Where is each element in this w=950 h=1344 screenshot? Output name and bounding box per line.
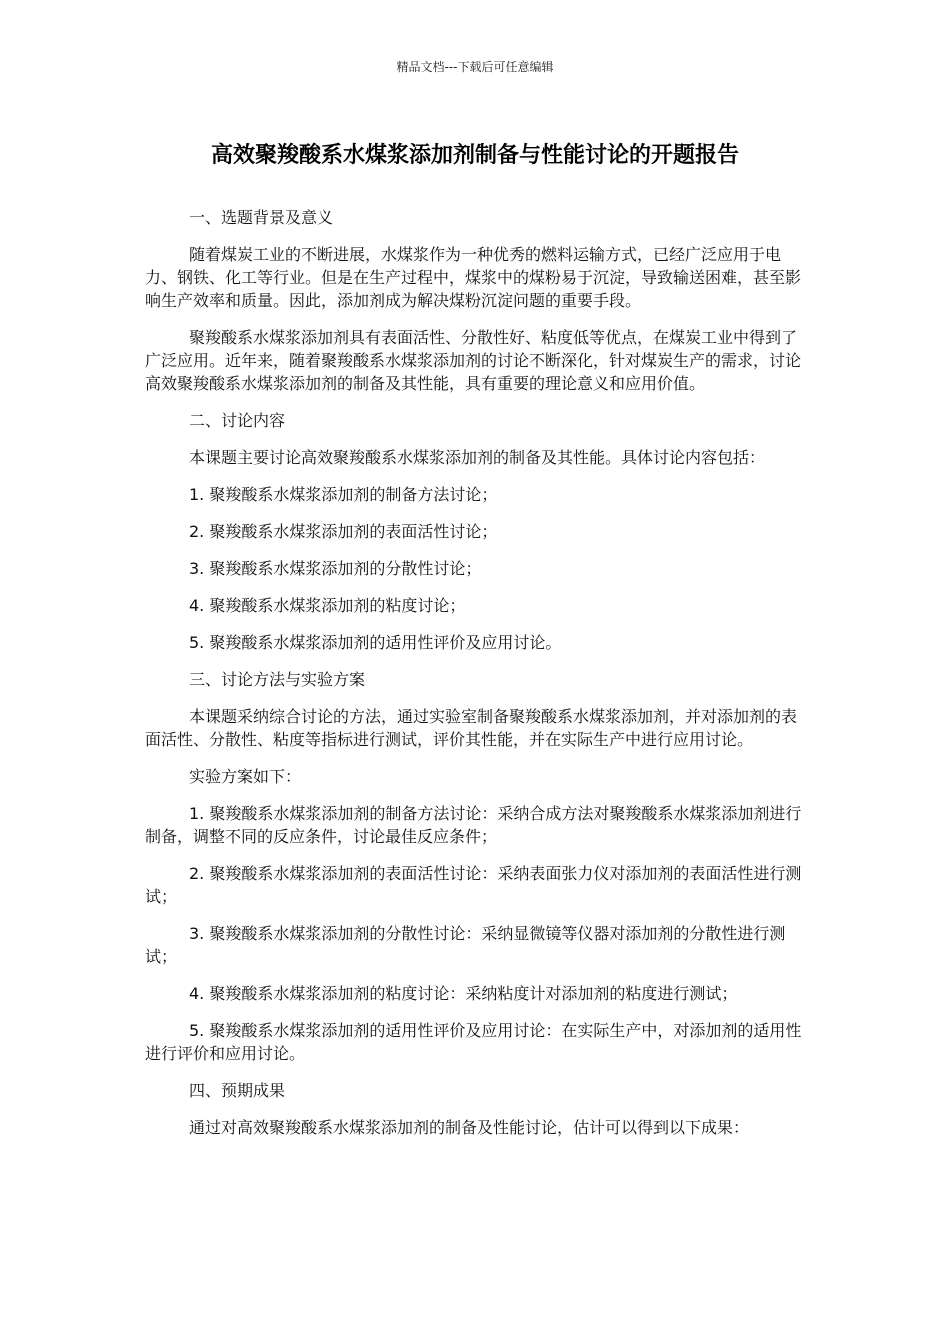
paragraph: 通过对高效聚羧酸系水煤浆添加剂的制备及性能讨论，估计可以得到以下成果：	[189, 1118, 750, 1137]
list-item: 3. 聚羧酸系水煤浆添加剂的分散性讨论：采纳显微镜等仪器对添加剂的分散性进行测试；	[145, 924, 786, 966]
list-item: 5. 聚羧酸系水煤浆添加剂的适用性评价及应用讨论：在实际生产中，对添加剂的适用性进行评价和应用讨论。	[145, 1021, 802, 1063]
list-item: 1. 聚羧酸系水煤浆添加剂的制备方法讨论；	[189, 485, 498, 504]
list-item: 2. 聚羧酸系水煤浆添加剂的表面活性讨论；	[189, 522, 498, 541]
list-item: 4. 聚羧酸系水煤浆添加剂的粘度讨论；	[189, 596, 466, 615]
section-heading-4: 四、预期成果	[189, 1081, 286, 1100]
section-heading-2: 二、讨论内容	[189, 411, 286, 430]
paragraph: 聚羧酸系水煤浆添加剂具有表面活性、分散性好、粘度低等优点，在煤炭工业中得到了广泛应用。近年来，随着聚羧酸系水煤浆添加剂的讨论不断深化，针对煤炭生产的需求，讨论高效聚羧酸系水煤浆添加剂的制备及其性能，具有重要的理论意义和应用价值。	[145, 328, 802, 393]
section-heading-3: 三、讨论方法与实验方案	[189, 670, 366, 689]
list-item: 4. 聚羧酸系水煤浆添加剂的粘度讨论：采纳粘度计对添加剂的粘度进行测试；	[189, 984, 738, 1003]
paragraph: 本课题采纳综合讨论的方法，通过实验室制备聚羧酸系水煤浆添加剂，并对添加剂的表面活性、分散性、粘度等指标进行测试，评价其性能，并在实际生产中进行应用讨论。	[145, 707, 798, 749]
document-title: 高效聚羧酸系水煤浆添加剂制备与性能讨论的开题报告	[210, 143, 739, 168]
list-item: 3. 聚羧酸系水煤浆添加剂的分散性讨论；	[189, 559, 482, 578]
list-item: 2. 聚羧酸系水煤浆添加剂的表面活性讨论：采纳表面张力仪对添加剂的表面活性进行测试；	[145, 864, 802, 906]
list-item: 1. 聚羧酸系水煤浆添加剂的制备方法讨论：采纳合成方法对聚羧酸系水煤浆添加剂进行制备，调整不同的反应条件，讨论最佳反应条件；	[145, 804, 802, 846]
paragraph: 本课题主要讨论高效聚羧酸系水煤浆添加剂的制备及其性能。具体讨论内容包括：	[189, 448, 766, 467]
section-heading-1: 一、选题背景及意义	[189, 208, 334, 227]
page-header: 精品文档---下载后可任意编辑	[396, 60, 554, 74]
paragraph: 实验方案如下：	[189, 767, 302, 786]
document-body	[145, 206, 805, 1153]
paragraph: 随着煤炭工业的不断进展，水煤浆作为一种优秀的燃料运输方式，已经广泛应用于电力、钢铁、化工等行业。但是在生产过程中，煤浆中的煤粉易于沉淀，导致输送困难，甚至影响生产效率和质量。因此，添加剂成为解决煤粉沉淀问题的重要手段。	[145, 245, 802, 310]
list-item: 5. 聚羧酸系水煤浆添加剂的适用性评价及应用讨论。	[189, 633, 562, 652]
